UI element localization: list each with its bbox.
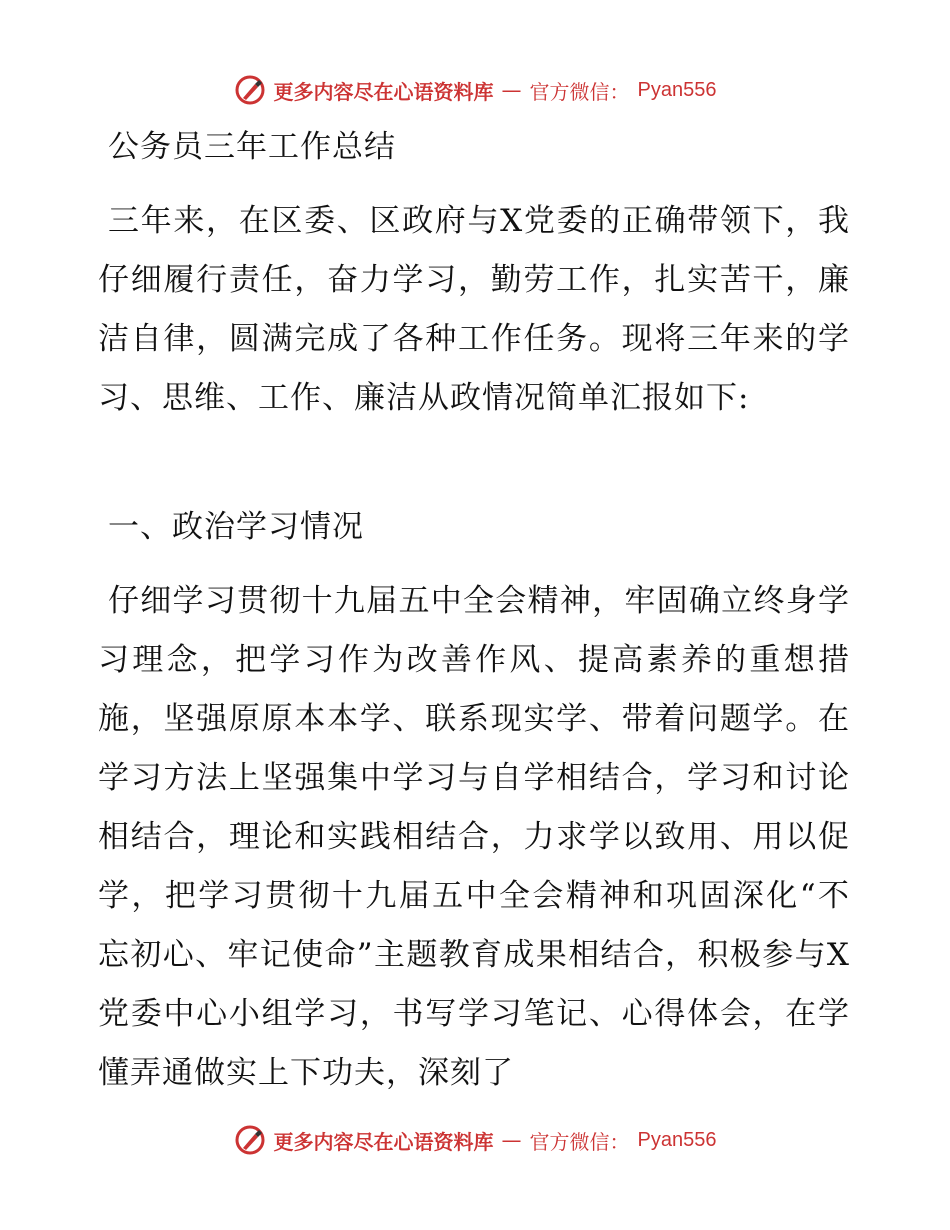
pen-logo-icon — [234, 74, 266, 106]
document-title: 公务员三年工作总结 — [108, 129, 396, 165]
watermark-brand: 更多内容尽在心语资料库 — [273, 1129, 494, 1154]
watermark-separator: — — [501, 78, 522, 102]
header-watermark — [0, 70, 950, 110]
section-body-political-study: 仔细学习贯彻十九届五中全会精神，牢固确立终身学习理念，把学习作为改善作风、提高素养的重想措施，坚强原原本本学、联系现实学、带着问题学。在学习方法上坚强集中学习与自学相结合，学习和讨论相结合，理论和实践相结合，力求学以致用、用以促学，把学习贯彻十九届五中全会精神和巩固深化“不忘初心、牢记使命”主题教育成果相结合，积极参与X党委中心小组学习，书写学习笔记、心得体会，在学懂弄通做实上下功夫，深刻了 — [98, 583, 850, 1091]
watermark-wechat-label: 官方微信： — [529, 79, 630, 104]
watermark-separator: — — [501, 1128, 522, 1152]
intro-paragraph: 三年来，在区委、区政府与X党委的正确带领下，我仔细履行责任，奋力学习，勤劳工作，扎实苦干，廉洁自律，圆满完成了各种工作任务。现将三年来的学习、思维、工作、廉洁从政情况简单汇报如下: — [98, 203, 850, 416]
watermark-wechat-id: Pyan556 — [637, 78, 717, 101]
section-heading-political-study: 一、政治学习情况 — [108, 509, 364, 545]
watermark-wechat-id: Pyan556 — [637, 1128, 717, 1151]
watermark-wechat-label: 官方微信： — [529, 1129, 630, 1154]
watermark-brand: 更多内容尽在心语资料库 — [273, 79, 494, 104]
footer-watermark — [0, 1120, 950, 1160]
pen-logo-icon — [234, 1124, 266, 1156]
